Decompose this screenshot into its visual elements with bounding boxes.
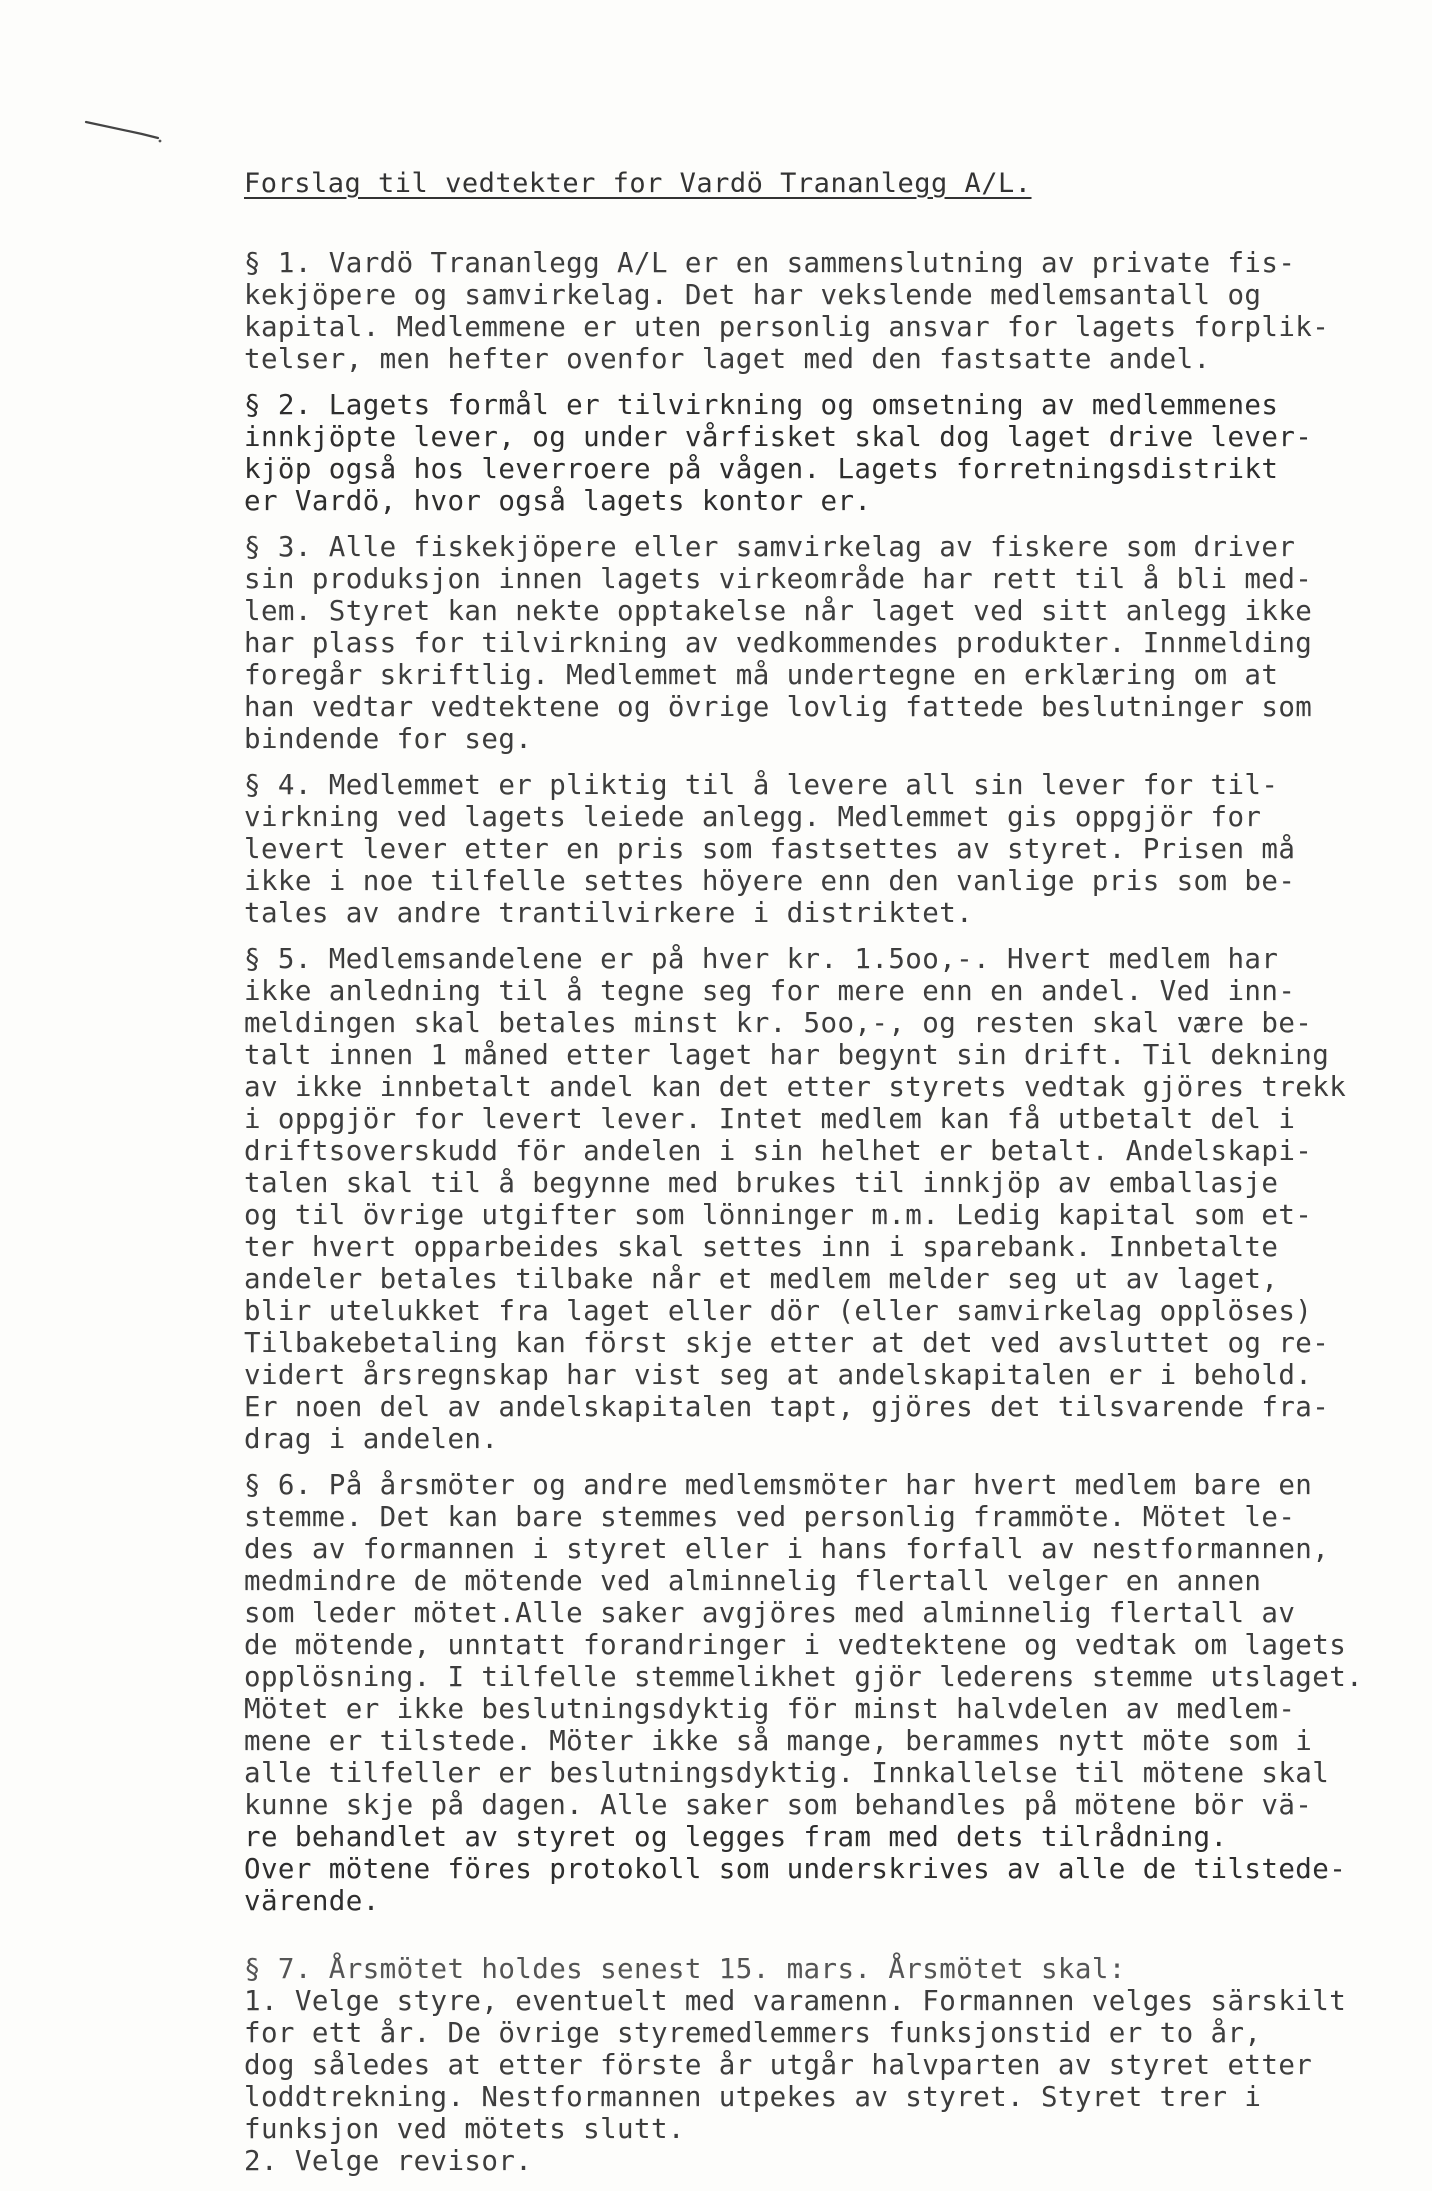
paragraph-section-3 [244,531,1424,755]
text-line: medmindre de mötende ved alminnelig flertall velger en annen [244,1565,1262,1597]
sections-container [244,247,1424,2177]
text-line: i oppgjör for levert lever. Intet medlem kan få utbetalt del i [244,1103,1296,1135]
text-line: 1. Velge styre, eventuelt med varamenn. Formannen velges särskilt [244,1985,1347,2017]
text-line: blir utelukket fra laget eller dör (eller samvirkelag opplöses) [244,1295,1313,1327]
text-line: kjöp også hos leverroere på vågen. Lagets forretningsdistrikt [244,453,1279,485]
paragraph-section-2 [244,389,1424,517]
text-line: driftsoverskudd för andelen i sin helhet er betalt. Andelskapi- [244,1135,1313,1167]
text-line: § 6. På årsmöter og andre medlemsmöter har hvert medlem bare en [244,1469,1313,1501]
text-line: funksjon ved mötets slutt. [244,2113,685,2145]
stray-ink-mark [84,118,164,148]
text-line: som leder mötet.Alle saker avgjöres med alminnelig flertall av [244,1597,1296,1629]
paragraph-section-5 [244,943,1424,1455]
text-line: telser, men hefter ovenfor laget med den fastsatte andel. [244,343,1211,375]
text-line: levert lever etter en pris som fastsettes av styret. Prisen må [244,833,1296,865]
text-line: ter hvert opparbeides skal settes inn i sparebank. Innbetalte [244,1231,1279,1263]
text-line: Er noen del av andelskapitalen tapt, gjöres det tilsvarende fra- [244,1391,1330,1423]
typed-document-page [244,168,1424,2191]
text-line: opplösning. I tilfelle stemmelikhet gjör lederens stemme utslaget. [244,1661,1364,1693]
text-line: mene er tilstede. Möter ikke så mange, berammes nytt möte som i [244,1725,1313,1757]
text-line: av ikke innbetalt andel kan det etter styrets vedtak gjöres trekk [244,1071,1347,1103]
text-line: har plass for tilvirkning av vedkommendes produkter. Innmelding [244,627,1313,659]
text-line: § 4. Medlemmet er pliktig til å levere all sin lever for til- [244,769,1279,801]
paragraph-section-4 [244,769,1424,929]
text-line: ikke i noe tilfelle settes höyere enn den vanlige pris som be- [244,865,1296,897]
text-line: meldingen skal betales minst kr. 5oo,-, og resten skal være be- [244,1007,1313,1039]
text-line: § 5. Medlemsandelene er på hver kr. 1.5oo,-. Hvert medlem har [244,943,1279,975]
text-line: loddtrekning. Nestformannen utpekes av styret. Styret trer i [244,2081,1262,2113]
text-line: § 2. Lagets formål er tilvirkning og omsetning av medlemmenes [244,389,1279,421]
text-line: Over mötene föres protokoll som underskrives av alle de tilstede- [244,1853,1347,1885]
text-line: og til övrige utgifter som lönninger m.m. Ledig kapital som et- [244,1199,1313,1231]
text-line: kunne skje på dagen. Alle saker som behandles på mötene bör vä- [244,1789,1313,1821]
text-line: alle tilfeller er beslutningsdyktig. Innkallelse til mötene skal [244,1757,1330,1789]
text-line: han vedtar vedtektene og övrige lovlig fattede beslutninger som [244,691,1313,723]
document-title: Forslag til vedtekter for Vardö Trananlegg A/L. [244,168,1032,199]
text-line: innkjöpte lever, og under vårfisket skal dog laget drive lever- [244,421,1313,453]
text-line: talt innen 1 måned etter laget har begynt sin drift. Til dekning [244,1039,1330,1071]
text-line: kekjöpere og samvirkelag. Det har vekslende medlemsantall og [244,279,1262,311]
paragraph-section-1 [244,247,1424,375]
text-line: dog således at etter förste år utgår halvparten av styret etter [244,2049,1313,2081]
text-line: stemme. Det kan bare stemmes ved personlig frammöte. Mötet le- [244,1501,1296,1533]
text-line: des av formannen i styret eller i hans forfall av nestformannen, [244,1533,1330,1565]
text-line: ikke anledning til å tegne seg for mere enn en andel. Ved inn- [244,975,1296,1007]
paragraph-section-7 [244,1953,1424,2177]
text-line: bindende for seg. [244,723,533,755]
text-line: § 1. Vardö Trananlegg A/L er en sammenslutning av private fis- [244,247,1296,279]
text-line: kapital. Medlemmene er uten personlig ansvar for lagets forplik- [244,311,1330,343]
text-line: § 3. Alle fiskekjöpere eller samvirkelag av fiskere som driver [244,531,1296,563]
text-line: andeler betales tilbake når et medlem melder seg ut av laget, [244,1263,1279,1295]
text-line: for ett år. De övrige styremedlemmers funksjonstid er to år, [244,2017,1262,2049]
text-line: Mötet er ikke beslutningsdyktig för minst halvdelen av medlem- [244,1693,1296,1725]
text-line: värende. [244,1885,380,1917]
text-line: 2. Velge revisor. [244,2145,533,2177]
text-line: § 7. Årsmötet holdes senest 15. mars. Årsmötet skal: [244,1953,1126,1985]
text-line: er Vardö, hvor også lagets kontor er. [244,485,872,517]
text-line: de mötende, unntatt forandringer i vedtektene og vedtak om lagets [244,1629,1347,1661]
text-line: talen skal til å begynne med brukes til innkjöp av emballasje [244,1167,1279,1199]
paragraph-section-6 [244,1469,1424,1917]
text-line: vidert årsregnskap har vist seg at andelskapitalen er i behold. [244,1359,1313,1391]
text-line: lem. Styret kan nekte opptakelse når laget ved sitt anlegg ikke [244,595,1313,627]
text-line: tales av andre trantilvirkere i distriktet. [244,897,974,929]
text-line: sin produksjon innen lagets virkeområde har rett til å bli med- [244,563,1313,595]
text-line: virkning ved lagets leiede anlegg. Medlemmet gis oppgjör for [244,801,1262,833]
text-line: foregår skriftlig. Medlemmet må undertegne en erklæring om at [244,659,1279,691]
text-line: Tilbakebetaling kan först skje etter at det ved avsluttet og re- [244,1327,1330,1359]
text-line: re behandlet av styret og legges fram med dets tilrådning. [244,1821,1228,1853]
text-line: drag i andelen. [244,1423,499,1455]
